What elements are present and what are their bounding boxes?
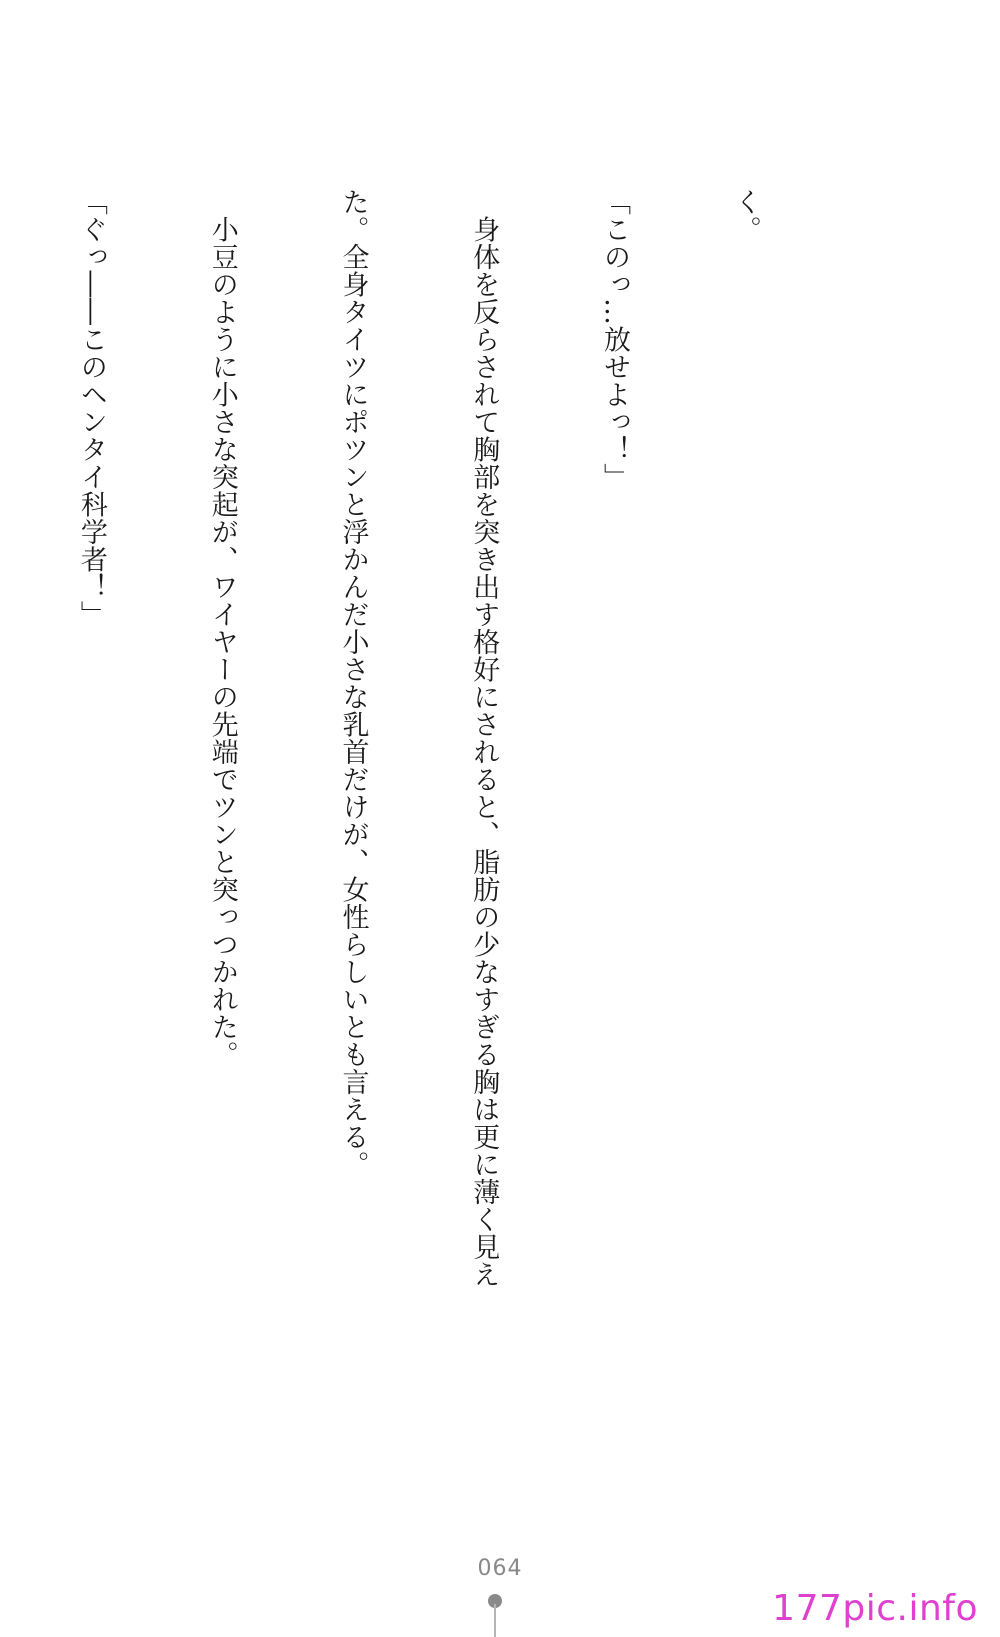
- text-line: 「ぐっ――このヘンタイ科学者！」: [75, 188, 107, 628]
- text-line: 小豆のように小さな突起が、ワイヤーの先端でツンと突っつかれた。: [206, 188, 238, 1068]
- text-line: 身体を反らされて胸部を突き出す格好にされると、脂肪の少なすぎる胸は更に薄く見え: [468, 188, 500, 1288]
- text-line: く。: [729, 188, 761, 243]
- text-line: 「このっ…放せよっ！」: [599, 188, 631, 491]
- page-number: 064: [477, 1556, 523, 1581]
- vertical-text-block: [0, 188, 854, 1338]
- watermark-text: 177pic.info: [772, 1588, 978, 1629]
- page-marker-line: [494, 1604, 496, 1637]
- text-line: た。全身タイツにポツンと浮かんだ小さな乳首だけが、女性らしいとも言える。: [337, 188, 369, 1178]
